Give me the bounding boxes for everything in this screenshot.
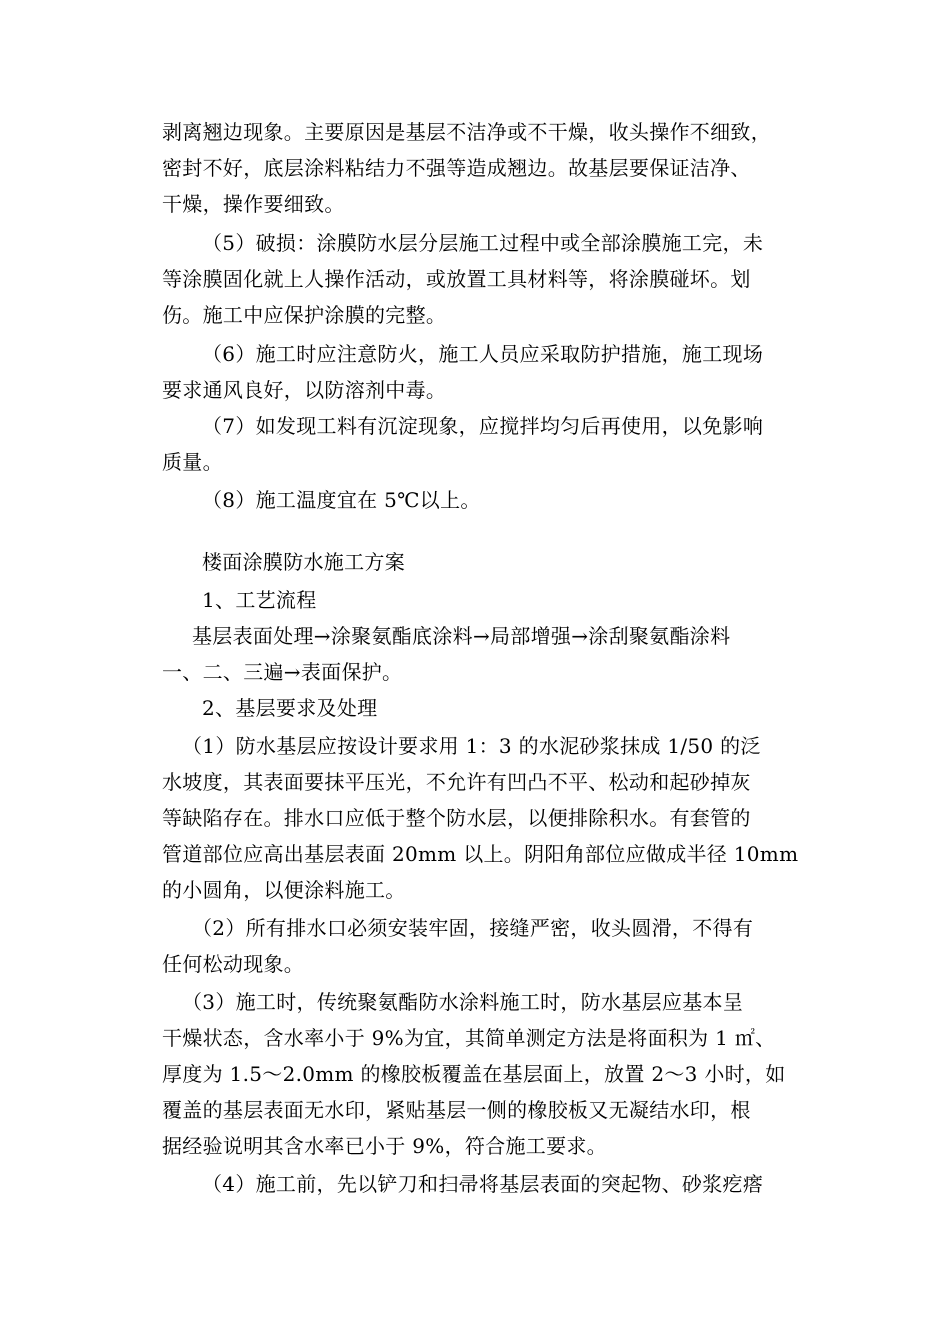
text-line: 密封不好，底层涂料粘结力不强等造成翘边。故基层要保证洁净、 [162,156,751,180]
text-line: 质量。 [162,450,223,474]
text-line: 覆盖的基层表面无水印，紧贴基层一侧的橡胶板又无凝结水印，根 [162,1098,751,1122]
text-line: 水坡度，其表面要抹平压光，不允许有凹凸不平、松动和起砂掉灰 [162,770,751,794]
text-line: （3）施工时，传统聚氨酯防水涂料施工时，防水基层应基本呈 [182,990,744,1014]
text-line: （1）防水基层应按设计要求用 1：3 的水泥砂浆抹成 1/50 的泛 [182,734,761,758]
text-line: （6）施工时应注意防火，施工人员应采取防护措施，施工现场 [202,342,764,366]
text-line: 要求通风良好，以防溶剂中毒。 [162,378,447,402]
text-line: （7）如发现工料有沉淀现象，应搅拌均匀后再使用，以免影响 [202,414,764,438]
text-line: 厚度为 1.5～2.0mm 的橡胶板覆盖在基层面上，放置 2～3 小时，如 [162,1062,786,1086]
text-line: （2）所有排水口必须安装牢固，接缝严密，收头圆滑，不得有 [192,916,754,940]
text-line: 等缺陷存在。排水口应低于整个防水层，以便排除积水。有套管的 [162,806,751,830]
text-line: 一、二、三遍→表面保护。 [162,660,403,684]
subheading: 1、工艺流程 [202,588,317,612]
text-line: 干燥，操作要细致。 [162,192,345,216]
text-line: （8）施工温度宜在 5℃以上。 [202,488,481,512]
text-line: 的小圆角，以便涂料施工。 [162,878,406,902]
text-line: 伤。施工中应保护涂膜的完整。 [162,303,447,327]
text-line: 干燥状态，含水率小于 9%为宜，其简单测定方法是将面积为 1 ㎡、 [162,1026,776,1050]
text-line: 管道部位应高出基层表面 20mm 以上。阴阳角部位应做成半径 10mm [162,842,799,866]
text-line: 据经验说明其含水率已小于 9%，符合施工要求。 [162,1134,607,1158]
text-line: （5）破损：涂膜防水层分层施工过程中或全部涂膜施工完，未 [202,231,764,255]
text-line: 基层表面处理→涂聚氨酯底涂料→局部增强→涂刮聚氨酯涂料 [192,624,731,648]
text-line: 剥离翘边现象。主要原因是基层不洁净或不干燥，收头操作不细致， [162,120,771,144]
section-title: 楼面涂膜防水施工方案 [202,550,405,574]
subheading: 2、基层要求及处理 [202,696,378,720]
text-line: （4）施工前，先以铲刀和扫帚将基层表面的突起物、砂浆疙瘩 [202,1172,764,1196]
text-line: 任何松动现象。 [162,952,305,976]
text-line: 等涂膜固化就上人操作活动，或放置工具材料等，将涂膜碰坏。划 [162,267,751,291]
